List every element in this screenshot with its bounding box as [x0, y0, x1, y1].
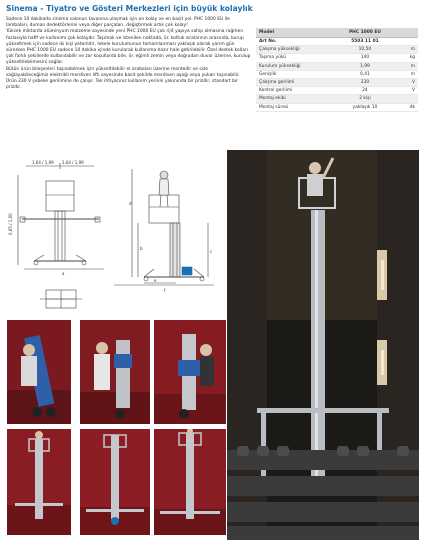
spec-row [256, 103, 418, 111]
photo-setup-1 [7, 429, 71, 535]
spec-unit: V [396, 87, 418, 95]
spec-unit: kg [396, 54, 418, 62]
spec-row [256, 70, 418, 78]
spec-row [256, 46, 418, 54]
spec-unit: m [396, 62, 418, 70]
dim-label-a: a [62, 271, 65, 276]
spec-value: 1,99 [334, 62, 396, 70]
description-paragraph: Bütün ürün bileşenleri taşınabilmek için yükseltilebilir el arabaları üzerine montedir ve size sağlayabileceğimiz elektrikli merdiven lifti sayesinde basit şekilde merdiven aşağı veya yukarı taşınabilir. Ürün 230 V şebeke gerilimine de çalışır. Tek ihtiyacınız kullanım yerinin yakınında bir prizdir, standart bir prizdir. [6, 66, 240, 91]
spec-value: 230 [334, 78, 396, 86]
spec-row [256, 62, 418, 70]
spec-row [256, 78, 418, 86]
spec-row [256, 54, 418, 62]
spec-value: 24 [334, 87, 396, 95]
spec-unit [396, 38, 418, 46]
technical-drawing [4, 155, 226, 315]
spec-label: Model [256, 28, 334, 38]
spec-label: Kontrol gerilimi [256, 87, 334, 95]
description-paragraph: Sadece 10 dakikada sinema salonun tavanına ulaşmak için en kolay ve en basit yol. PHC 1000 EU ile lambaları, duman dedektörlerini veya diğer parçaları, değiştirmek artık çok kolay! [6, 17, 230, 29]
spec-label: Montaj süresi [256, 103, 334, 111]
dim-label-c: c [210, 249, 213, 254]
spec-label: Kurulum yüksekliği [256, 62, 334, 70]
spec-unit [396, 95, 418, 103]
spec-table [256, 28, 418, 112]
spec-label: Çalışma gerilimi [256, 78, 334, 86]
description-paragraph: Yüksek miktarda alüminyum malzeme sayesinde yeni PHC 1000 EU çok rijit yapıya sahip olmasına rağmen fazlasıyla hafif ve kullanımı çok kolaydır. Taşımak ve istenilen noktada, ör. koltuk sıralarının arasında, kurup yükseltmek için sadece iki kişi yeterlidir, lekele kurulumunun tamamlanması yaklaşık olarak yarım gün sürerken PHC 1000 EU sadece 10 dakika içinde kurularak kullanıma hazır hale getirilebilir. Özel destek kolları çok farklı şekillerde kullanılabilir ve zor koşullarda bile, ör. eğimli zemin veya doğrudan duvar üzerine, kurulup yükseltilebilmesini sağlar. [6, 29, 251, 66]
photo-transport-2 [80, 320, 150, 424]
spec-row [256, 87, 418, 95]
spec-unit: V [396, 78, 418, 86]
spec-value: 5503 11 01 [334, 38, 396, 46]
description [6, 17, 251, 91]
spec-value: PHC 1000 EU [334, 28, 396, 38]
spec-unit [396, 28, 418, 38]
spec-label: Çalışma yüksekliği [256, 46, 334, 54]
photo-transport-3 [154, 320, 226, 424]
photo-transport-1 [7, 320, 71, 424]
spec-row [256, 95, 418, 103]
spec-value: 140 [334, 54, 396, 62]
spec-value: 10,50 [334, 46, 396, 54]
spec-unit: m [396, 46, 418, 54]
dim-side: 0,65 / 1,00 [8, 213, 13, 235]
photo-theater-lift [227, 150, 419, 540]
dim-top-right: 1,64 / 1,99 [62, 160, 84, 165]
spec-label: Montaj ekibi [256, 95, 334, 103]
dim-label-b: b [140, 246, 143, 251]
page-title: Sinema - Tiyatro ve Gösteri Merkezleri için büyük kolaylık [6, 4, 253, 13]
photo-setup-3 [154, 429, 226, 535]
dim-top-left: 1,64 / 1,99 [32, 160, 54, 165]
spec-label: Taşıma yükü [256, 54, 334, 62]
spec-art-row [256, 38, 418, 46]
spec-value: 2 kişi [334, 95, 396, 103]
dim-label-f: f [164, 288, 166, 293]
spec-unit: m [396, 70, 418, 78]
spec-value: yaklaşık 10 [334, 103, 396, 111]
spec-label: Genişlik [256, 70, 334, 78]
dim-label-d: d [129, 201, 132, 206]
spec-label: Art No. [256, 38, 334, 46]
photo-setup-2 [80, 429, 150, 535]
spec-unit: dk [396, 103, 418, 111]
spec-value: 0,41 [334, 70, 396, 78]
spec-header-row [256, 28, 418, 38]
dim-label-e: e [154, 278, 157, 283]
